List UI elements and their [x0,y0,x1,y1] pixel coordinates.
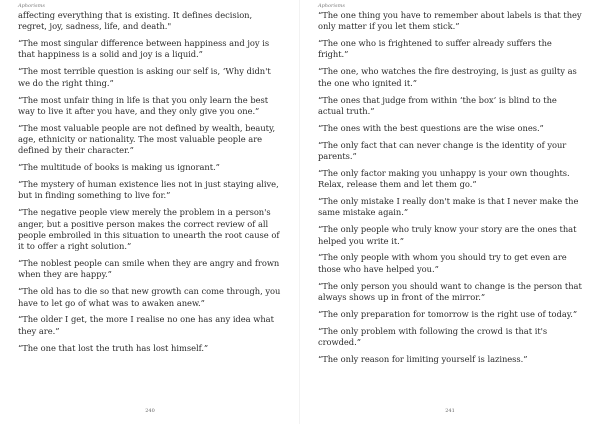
quote: “The multitude of books is making us ignorant.” [18,162,220,173]
quote: “The most valuable people are not defined by wealth, beauty, age, ethnicity or nationality. The most valuable people are defined by their character.” [18,122,276,156]
quote: “The negative people view merely the problem in a person's anger, but a positive person makes the correct review of all people embroiled in this situation to unearth the root cause of it to offer a right solution.” [18,207,280,252]
quote: “The only reason for limiting yourself is laziness.” [318,353,528,364]
quote: “The only factor making you unhappy is your own thoughts. Relax, release them and let them go.” [318,167,570,190]
quote: “The only preparation for tomorrow is the right use of today.” [318,308,578,319]
page-number: 240 [145,408,155,414]
quote: “The ones that judge from within ‘the box’ is blind to the actual truth.” [318,94,557,116]
quote: “The one thing you have to remember about labels is that they only matter if you let them stick.” [318,10,582,32]
right-page [300,0,600,424]
quote: “The ones with the best questions are the wise ones.” [318,122,544,133]
quote: affecting everything that is existing. It defines decision, regret, joy, sadness, life, and death." [18,10,253,32]
quote: “The only person you should want to change is the person that always shows up in front of the mirror.” [318,280,582,302]
quote: “The one who is frightened to suffer already suffers the fright.” [318,38,552,60]
left-page-content [18,10,283,360]
quote: “The one that lost the truth has lost himself.” [18,342,209,353]
quote: “The only people with whom you should try to get even are those who have helped you.” [318,252,567,274]
quote: “The most terrible question is asking our self is, ‘Why didn't we do the right thing.” [18,66,271,88]
quote: “The mystery of human existence lies not in just staying alive, but in finding something to live for.” [18,179,279,201]
page-number: 241 [445,408,455,414]
quote: “The most singular difference between happiness and joy is that happiness is a solid and joy is a liquid.” [18,38,270,60]
quote: “The only problem with following the crowd is that it's crowded.” [318,325,548,347]
quote: “The only fact that can never change is the identity of your parents.” [318,139,567,161]
right-page-content [318,10,583,371]
quote: “The noblest people can smile when they are angry and frown when they are happy.” [18,258,280,280]
quote: “The only people who truly know your story are the ones that helped you write it.” [318,224,577,246]
quote: “The only mistake I really don't make is that I never make the same mistake again.” [318,196,579,218]
running-header: Aphorisms [318,3,345,9]
quote: “The older I get, the more I realise no one has any idea what they are.” [18,314,274,336]
quote: “The old has to die so that new growth can come through, you have to let go of what was to awaken anew.” [18,286,281,308]
quote: “The most unfair thing in life is that you only learn the best way to live it after you have, and they only give you one.” [18,94,269,116]
running-header: Aphorisms [18,3,45,9]
quote: “The one, who watches the fire destroying, is just as guilty as the one who ignited it.” [318,66,577,88]
